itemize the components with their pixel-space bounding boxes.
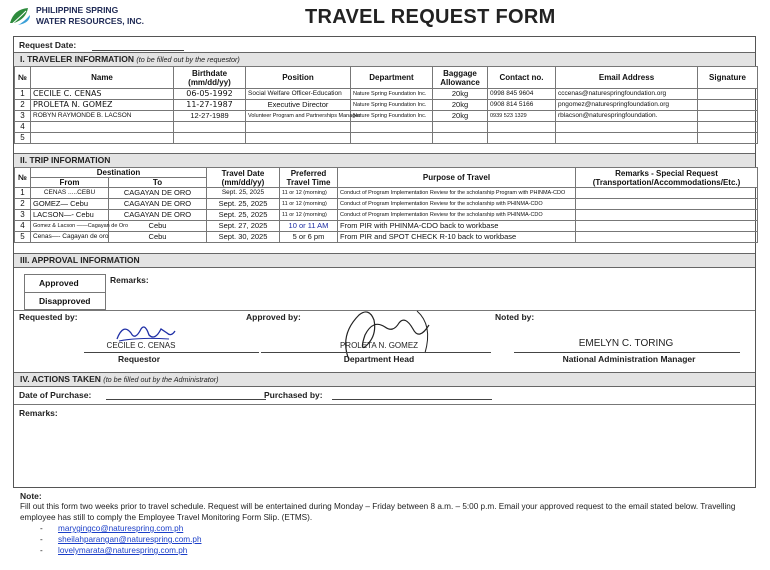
trip-col-time: Preferred Travel Time: [280, 168, 338, 188]
table-row: 2 GOMEZ— Cebu CAGAYAN DE ORO Sept. 25, 2025 11 or 12 (morning) Conduct of Program Implementation Review for the scholarship with PHINMA-CDO: [15, 199, 758, 210]
noted-by-label: Noted by:: [495, 312, 535, 322]
traveler-table: [14, 66, 758, 144]
table-row: 1 CECILE C. CENAS 06-05-1992 Social Welfare Officer-Education Nature Spring Foundation Inc. 20kg 0998 845 9604 cccenas@naturespringfoundation.org: [15, 89, 758, 100]
section-trip-title: II. TRIP INFORMATION: [20, 155, 111, 165]
note-label: Note:: [20, 491, 42, 501]
purchased-by-label: Purchased by:: [264, 390, 323, 400]
col-name: Name: [31, 67, 174, 89]
trip-col-from: From: [31, 178, 109, 188]
section-traveler-title: I. TRAVELER INFORMATION: [20, 54, 134, 64]
purchased-by-field[interactable]: [332, 399, 492, 400]
table-row: 2 PROLETA N. GOMEZ 11-27-1987 Executive Director Nature Spring Foundation Inc. 20kg 0908 814 5166 pngomez@naturespringfoundation.org: [15, 100, 758, 111]
trip-table: [14, 167, 758, 243]
section-actions-taken: [14, 372, 755, 387]
date-of-purchase-field[interactable]: [106, 399, 266, 400]
section-trip-info: [14, 153, 755, 168]
trip-col-remarks: Remarks - Special Request (Transportation/Accommodations/Etc.): [576, 168, 758, 188]
disapproved-checkbox[interactable]: Disapproved: [39, 296, 91, 306]
col-department: Department: [351, 67, 433, 89]
table-row: 3 ROBYN RAYMONDE B. LACSON 12-27-1989 Volunteer Program and Partnerships Manager Nature Spring Foundation Inc. 20kg 0939 523 1329 rblacson@naturespringfoundation.: [15, 111, 758, 122]
table-row: 5: [15, 133, 758, 144]
section-approval-info: [14, 253, 755, 268]
approved-checkbox[interactable]: Approved: [25, 275, 105, 293]
requestor-role: Requestor: [117, 354, 161, 364]
requested-by-label: Requested by:: [19, 312, 78, 322]
section-actions-title: IV. ACTIONS TAKEN: [20, 374, 101, 384]
section-traveler-note: (to be filled out by the requestor): [136, 55, 240, 64]
noter-role: National Administration Manager: [562, 354, 696, 364]
col-contact: Contact no.: [488, 67, 556, 89]
table-row: 4 Gomez & Lacson ——Cagayan de Oro Cebu Sept. 27, 2025 10 or 11 AM From PIR with PHINMA-CDO back to workbase: [15, 221, 758, 232]
section-traveler-info: [14, 52, 755, 67]
form-header: [0, 0, 770, 34]
request-date-label: Request Date:: [19, 40, 77, 50]
trip-col-no: №: [15, 168, 31, 188]
org-name: [36, 5, 144, 27]
noter-name: EMELYN C. TORING: [578, 338, 674, 349]
form-title: TRAVEL REQUEST FORM: [305, 6, 556, 28]
leaf-logo-icon: [8, 5, 32, 27]
approver-name: PROLETA N. GOMEZ: [339, 341, 419, 350]
date-of-purchase-label: Date of Purchase:: [19, 390, 92, 400]
col-signature: Signature: [698, 67, 758, 89]
trip-col-destination: Destination: [31, 168, 207, 178]
table-row: 3 LACSON—- Cebu CAGAYAN DE ORO Sept. 25, 2025 11 or 12 (morning) Conduct of Program Implementation Review for the scholarship with PHINMA-CDO: [15, 210, 758, 221]
email-link-1[interactable]: marygingco@naturespring.com.ph: [58, 524, 184, 533]
requestor-name: CECILE C. CENAS: [106, 341, 176, 350]
table-row: 1 CENAS .....CEBU CAGAYAN DE ORO Sept. 25, 2025 11 or 12 (morning) Conduct of Program Implementation Review for the scholarship Program with PHINMA-CDO: [15, 188, 758, 199]
requestor-signature-line: [84, 352, 259, 353]
email-bullet: -: [40, 535, 43, 544]
approval-remarks-label: Remarks:: [110, 275, 149, 285]
table-row: 5 Cenas—- Cagayan de oro Cebu Sept. 30, 2025 5 or 6 pm From PIR and SPOT CHECK R-10 back to workbase: [15, 232, 758, 243]
table-row: 4: [15, 122, 758, 133]
email-link-2[interactable]: sheilahparangan@naturespring.com.ph: [58, 535, 202, 544]
col-position: Position: [246, 67, 351, 89]
org-name-line2: WATER RESOURCES, INC.: [36, 16, 144, 26]
approval-status-box: [24, 274, 106, 310]
trip-col-date: Travel Date (mm/dd/yy): [207, 168, 280, 188]
actions-divider: [14, 404, 755, 405]
noter-signature-line: [514, 352, 740, 353]
col-no: №: [15, 67, 31, 89]
trip-col-to: To: [109, 178, 207, 188]
col-baggage: Baggage Allowance: [433, 67, 488, 89]
approved-by-label: Approved by:: [246, 312, 301, 322]
email-bullet: -: [40, 524, 43, 533]
form-frame: [13, 36, 756, 488]
section-approval-title: III. APPROVAL INFORMATION: [20, 255, 140, 265]
approver-role: Department Head: [343, 354, 415, 364]
approver-signature-line: [261, 352, 491, 353]
email-bullet: -: [40, 546, 43, 555]
email-link-3[interactable]: lovelymarata@naturespring.com.ph: [58, 546, 188, 555]
section-actions-note: (to be filled out by the Administrator): [103, 375, 219, 384]
request-date-field[interactable]: [92, 50, 184, 51]
trip-col-purpose: Purpose of Travel: [338, 168, 576, 188]
col-email: Email Address: [556, 67, 698, 89]
actions-remarks-label: Remarks:: [19, 408, 58, 418]
note-text: Fill out this form two weeks prior to travel schedule. Request will be entertained during Monday – Friday between 8 a.m. – 5:00 p.m. Email your approved request to the email stated below. Travelling employee has still to comply the Employee Travel Monitoring Form Slip. (ETMS).: [20, 502, 736, 522]
org-name-line1: PHILIPPINE SPRING: [36, 5, 119, 15]
col-birthdate: Birthdate (mm/dd/yy): [174, 67, 246, 89]
